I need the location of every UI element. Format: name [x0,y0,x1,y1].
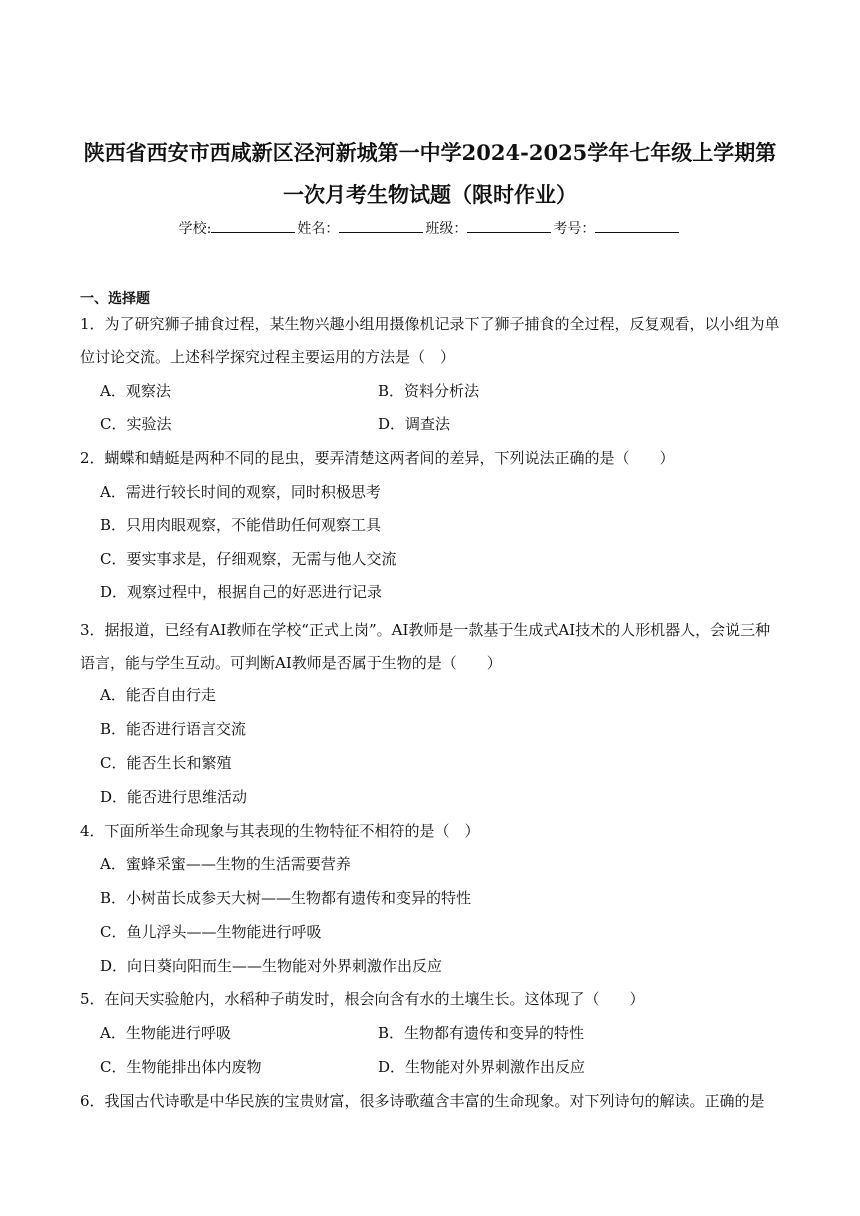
question-6-line-1: 6．我国古代诗歌是中华民族的宝贵财富，很多诗歌蕴含丰富的生命现象。对下列诗句的解读。正确的是 [80,1092,765,1110]
question-5-option-b: B．生物都有遗传和变异的特性 [378,1024,585,1042]
question-3-line-1: 3．据报道，已经有AI教师在学校“正式上岗”。AI教师是一款基于生成式AI技术的人形机器人，会说三种 [80,621,771,639]
class-blank [467,218,551,233]
question-5-option-c: C．生物能排出体内废物 [100,1058,262,1076]
question-4-option-c: C．鱼儿浮头——生物能进行呼吸 [100,923,322,941]
question-5-line-1: 5．在问天实验舱内，水稻种子萌发时，根会向含有水的土壤生长。这体现了（ ） [80,990,645,1008]
name-label: 姓名： [297,221,340,237]
question-2-option-a: A．需进行较长时间的观察，同时积极思考 [100,483,381,501]
school-blank [211,218,295,233]
question-3-option-c: C．能否生长和繁殖 [100,754,232,772]
question-4-option-a: A．蜜蜂采蜜——生物的生活需要营养 [100,855,351,873]
question-1-line-1: 1．为了研究狮子捕食过程，某生物兴趣小组用摄像机记录下了狮子捕食的全过程，反复观看，以小组为单 [80,315,780,333]
class-label: 班级： [425,221,468,237]
question-5-option-a: A．生物能进行呼吸 [100,1024,231,1042]
question-5-option-d: D．生物能对外界刺激作出反应 [378,1058,586,1076]
question-1-line-2: 位讨论交流。上述科学探究过程主要运用的方法是（ ） [80,348,456,366]
question-2-option-c: C．要实事求是，仔细观察，无需与他人交流 [100,550,397,568]
question-1-option-d: D．调查法 [378,415,451,433]
question-1-option-c: C．实验法 [100,415,172,433]
question-3-option-d: D．能否进行思维活动 [100,788,248,806]
name-blank [339,218,423,233]
question-2-line-1: 2．蝴蝶和蜻蜓是两种不同的昆虫，要弄清楚这两者间的差异，下列说法正确的是（ ） [80,449,675,467]
student-info-line [0,218,860,239]
exam-number-label: 考号： [553,221,596,237]
exam-number-blank [595,218,679,233]
question-1-option-a: A．观察法 [100,382,171,400]
school-label: 学校: [178,221,212,237]
question-4-option-b: B．小树苗长成参天大树——生物都有遗传和变异的特性 [100,889,472,907]
question-3-option-b: B．能否进行语言交流 [100,720,247,738]
question-1-option-b: B．资料分析法 [378,382,480,400]
question-2-option-d: D．观察过程中，根据自己的好恶进行记录 [100,583,383,601]
section-heading: 一、选择题 [80,291,150,307]
exam-title-line-2: 一次月考生物试题（限时作业） [283,182,577,207]
question-3-option-a: A．能否自由行走 [100,686,216,704]
question-4-line-1: 4．下面所举生命现象与其表现的生物特征不相符的是（ ） [80,822,480,840]
question-4-option-d: D．向日葵向阳而生——生物能对外界刺激作出反应 [100,957,443,975]
exam-title-line-1: 陕西省西安市西咸新区泾河新城第一中学2024-2025学年七年级上学期第 [83,140,777,165]
question-3-line-2: 语言，能与学生互动。可判断AI教师是否属于生物的是（ ） [80,654,502,672]
question-2-option-b: B．只用肉眼观察，不能借助任何观察工具 [100,516,382,534]
